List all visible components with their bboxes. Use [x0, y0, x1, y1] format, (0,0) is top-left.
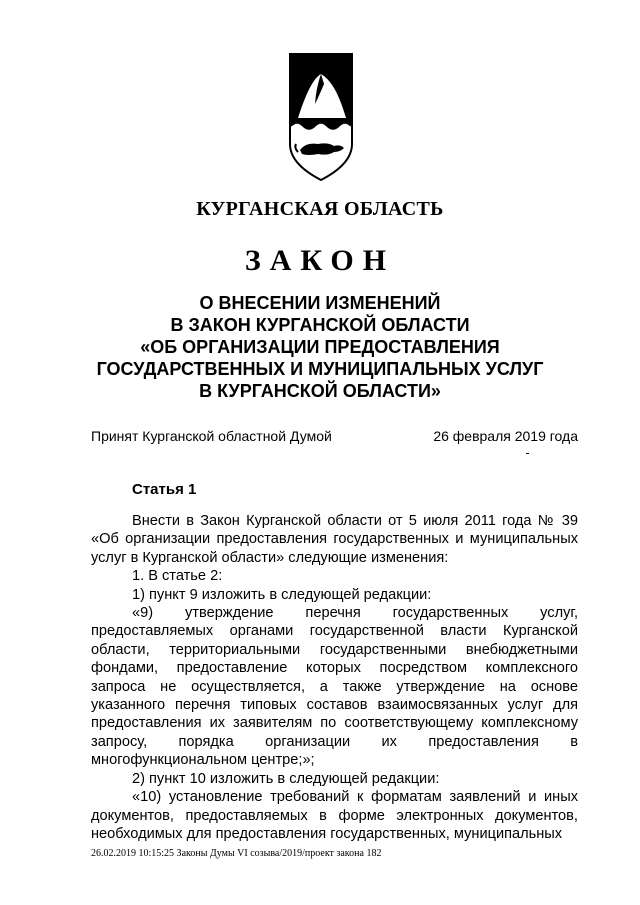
article-paragraph: 2) пункт 10 изложить в следующей редакции: [132, 770, 440, 787]
coat-of-arms-icon [288, 52, 354, 182]
article-paragraph: 1) пункт 9 изложить в следующей редакции: [132, 586, 432, 603]
article-paragraph: «10) установление требований к форматам заявлений и иных документов, предоставляемых в форме электронных документов, необходимых для предоставления государственных, муниципальных [91, 789, 578, 842]
law-title-line: «ОБ ОРГАНИЗАЦИИ ПРЕДОСТАВЛЕНИЯ [140, 337, 500, 357]
adoption-date: 26 февраля 2019 года [433, 428, 578, 444]
region-name: КУРГАНСКАЯ ОБЛАСТЬ [196, 198, 444, 220]
article-paragraph: 1. В статье 2: [132, 568, 223, 585]
adoption-body: Принят Курганской областной Думой [91, 428, 332, 444]
article-paragraph: «9) утверждение перечня государственных услуг, предоставляемых органами государственной власти Курганской области, территориальными государственными внебюджетными фондами, предоставление которых посредством комплексного запроса не осуществляется, а также утверждение на основе указанного перечня типовых составов взаимосвязанных услуг для предоставления их заявителям по соответствующему комплексному запросу, порядка организации их предоставления в многофункциональном центре;»; [91, 605, 578, 769]
document-type: ЗАКОН [244, 244, 396, 277]
article-heading: Статья 1 [132, 481, 197, 498]
law-title-line: ГОСУДАРСТВЕННЫХ И МУНИЦИПАЛЬНЫХ УСЛУГ [96, 359, 544, 379]
article-paragraph: Внести в Закон Курганской области от 5 июля 2011 года № 39 «Об организации предоставления государственных и муниципальных услуг в Курганской области» следующие изменения: [91, 513, 578, 566]
law-title [90, 292, 550, 402]
article-body [91, 512, 578, 843]
law-title-line: В КУРГАНСКОЙ ОБЛАСТИ» [199, 381, 441, 401]
law-title-line: В ЗАКОН КУРГАНСКОЙ ОБЛАСТИ [170, 315, 470, 335]
footer-stamp: 26.02.2019 10:15:25 Законы Думы VI созыва/2019/проект закона 182 [91, 848, 382, 859]
law-title-line: О ВНЕСЕНИИ ИЗМЕНЕНИЙ [199, 293, 441, 313]
scan-mark [526, 453, 529, 454]
